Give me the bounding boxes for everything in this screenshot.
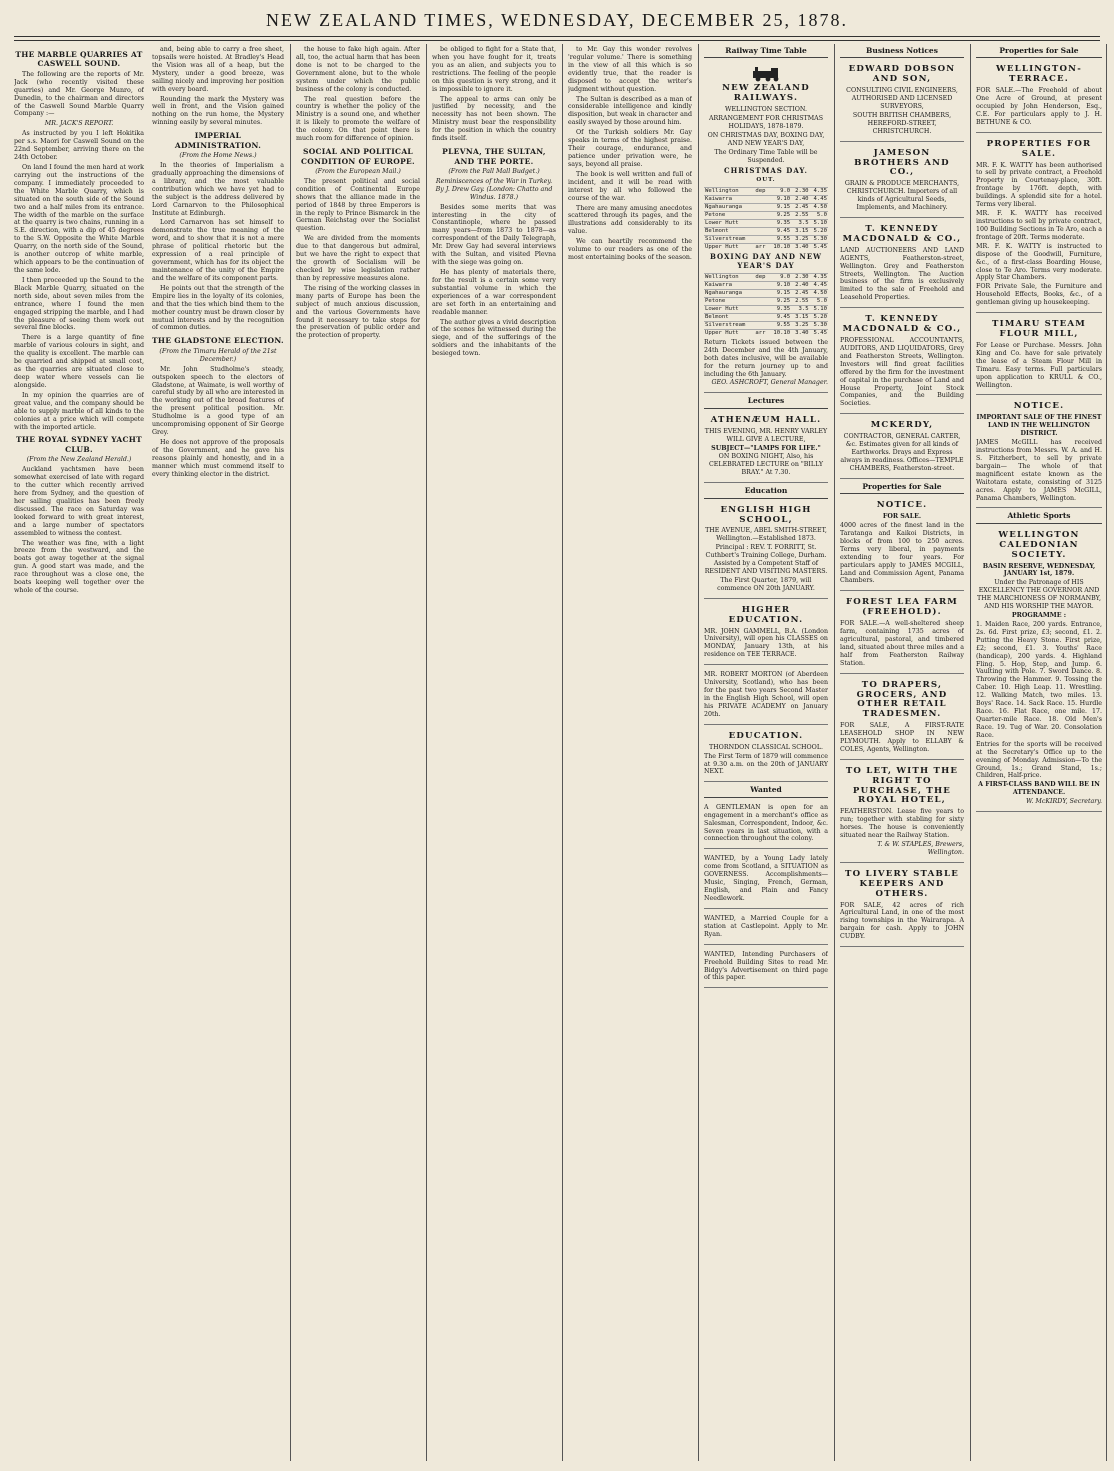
station-name: Silverstream: [704, 235, 754, 243]
article-paragraph: He has plenty of materials there, for the result is a certain some very substantial volume in which the experiences of a war correspondent are set forth in an entertaining and readable manner.: [432, 269, 556, 316]
train-time: 5.30: [810, 235, 828, 243]
ad-title: NOTICE.: [876, 500, 928, 511]
ad-timaru-mill: [976, 316, 1102, 395]
section-head-railway: Railway Time Table: [704, 46, 828, 58]
train-time: 9.0: [769, 273, 791, 281]
ad-text: SUBJECT—"LAMPS FOR LIFE.": [711, 444, 821, 452]
train-time: 4.35: [810, 273, 828, 281]
ad-wanted: [704, 852, 828, 909]
article-paragraph: The author gives a vivid description of the scenes he witnessed during the siege, and of the sufferings of the soldiers and the inhabitants of the besieged town.: [432, 318, 556, 358]
ad-text: THIS EVENING, MR. HENRY VARLEY WILL GIVE A LECTURE,: [704, 427, 828, 443]
ad-text: Principal : REV. T. FORRITT, St. Cuthbert's Training College, Durham. Assisted by a Competent Staff of RESIDENT AND VISITING MASTERS.: [704, 544, 828, 576]
ad-athenaeum: [704, 412, 828, 483]
timetable-caption: CHRISTMAS DAY.: [724, 165, 808, 175]
ad-wellington-terrace: [976, 61, 1102, 132]
article-paragraph: As instructed by you I left Hokitika per s.s. Maori for Caswell Sound on the 22nd September, arriving there on the 24th October.: [14, 130, 144, 162]
article-paragraph: In the theories of Imperialism a gradually approaching the dimensions of a library, and the most valuable contribution which we have yet had to the subject is the address delivered by Lord Carnarvon to the Philosophical Institute at Edinburgh.: [152, 162, 284, 217]
train-time: 3.15: [791, 227, 809, 235]
column-8: [976, 46, 1102, 1461]
article-paragraph: The Sultan is described as a man of considerable intelligence and kindly disposition, but weak in character and easily swayed by those around him.: [568, 95, 692, 127]
ad-wanted: [704, 948, 828, 989]
arr-dep: [754, 235, 768, 243]
section-head-education: Education: [704, 486, 828, 498]
train-time: 5.0: [810, 297, 828, 305]
arr-dep: [754, 281, 768, 289]
article-paragraph: be obliged to fight for a State that, when you have fought for it, treats you as an alien, and subjects you to restrictions. The feeling of the people on this question is very strong, and it is impossible to ignore it.: [432, 46, 556, 93]
arr-dep: [754, 313, 768, 321]
article-paragraph: In my opinion the quarries are of great value, and the company should be able to supply marble of all kinds to the colonies at a price which will compete with the imported article.: [14, 391, 144, 431]
ad-notice-for-sale: [840, 497, 964, 591]
station-name: Kaiwarra: [704, 195, 754, 203]
train-time: 10.10: [769, 329, 791, 337]
masthead: NEW ZEALAND TIMES, WEDNESDAY, DECEMBER 25, 1878.: [265, 10, 848, 30]
ad-programme-label: PROGRAMME :: [1011, 612, 1067, 620]
ad-text: FOR SALE, A FIRST-RATE LEASEHOLD SHOP IN NEW PLYMOUTH. Apply to ELLABY & COLES, Agents, Wellington.: [840, 722, 964, 753]
timetable-caption: BOXING DAY AND NEW YEAR'S DAY: [709, 251, 823, 270]
train-time: 2.30: [791, 273, 809, 281]
book-citation: Reminiscences of the War in Turkey. By J. Drew Gay. (London: Chatto and Windus. 1878.): [435, 177, 553, 201]
article-heading: PLEVNA, THE SULTAN, AND THE PORTE.: [442, 147, 546, 166]
ad-text: MR. ROBERT MORTON (of Aberdeen University, Scotland), who has been for the past two years Second Master in the English High School, will open his PRIVATE ACADEMY on January 20th.: [704, 671, 828, 718]
ad-text: Entries for the sports will be received at the Secretary's Office up to the evening of Monday. Admission—To the Ground, 1s.; Grand Stand, 1s.; Children, Half-price.: [976, 740, 1102, 780]
train-time: 4.50: [810, 289, 828, 297]
ad-forest-lea: [840, 594, 964, 673]
train-time: 5.10: [810, 219, 828, 227]
station-name: Silverstream: [704, 321, 754, 329]
arr-dep: arr: [754, 329, 768, 337]
ad-text: GRAIN & PRODUCE MERCHANTS, CHRISTCHURCH. Importers of all kinds of Agricultural Seeds, Implements, and Machinery.: [844, 180, 960, 212]
ad-text: CONTRACTOR, GENERAL CARTER, &c. Estimates given for all kinds of Earthworks. Drays and Express always in readiness. Offices—TEMPLE CHAMBERS, Featherston-street.: [840, 433, 964, 472]
ad-title: TO LIVERY STABLE KEEPERS AND OTHERS.: [844, 868, 959, 899]
column-3: [296, 46, 420, 1461]
station-name: Kaiwarra: [704, 281, 754, 289]
station-name: Wellington: [704, 273, 754, 281]
ad-text: MR. JOHN GAMMELL, B.A. (London University), will open his CLASSES on MONDAY, January 13th, at his residence on TEE TERRACE.: [704, 627, 828, 659]
masthead-rule-top: [14, 36, 1100, 37]
section-head-properties: Properties for Sale: [976, 46, 1102, 58]
column-divider: [426, 44, 427, 1461]
section-head-lectures: Lectures: [704, 396, 828, 408]
column-divider: [970, 44, 971, 1461]
column-6: [704, 46, 828, 1461]
station-name: Ngahauranga: [704, 203, 754, 211]
ad-text: ARRANGEMENT FOR CHRISTMAS HOLIDAYS, 1878-1879.: [708, 115, 824, 131]
train-time: 9.15: [769, 203, 791, 211]
train-time: 2.55: [791, 297, 809, 305]
ad-text: WANTED, a Married Couple for a station at Castlepoint. Apply to Mr. Ryan.: [704, 914, 828, 938]
article-subheading: MR. JACK'S REPORT.: [44, 120, 114, 128]
train-time: 2.45: [791, 289, 809, 297]
timetable-row: [704, 329, 828, 337]
article-paragraph: Besides some merits that was interesting in the city of Constantinople, where he passed many years—from 1873 to 1878—as correspondent of the Daily Telegraph, Mr. Drew Gay had several interviews with the Sultan, and visited Plevna with the siege was going on.: [432, 203, 556, 267]
ad-text: FOR Private Sale, the Furniture and Household Effects, Books, &c., of a gentleman giving up housekeeping.: [976, 283, 1102, 307]
train-time: 2.55: [791, 211, 809, 219]
article-heading: THE GLADSTONE ELECTION.: [152, 336, 284, 346]
timetable-row: [704, 281, 828, 289]
train-time: 2.40: [791, 195, 809, 203]
section-head-business: Business Notices: [840, 46, 964, 58]
column-4: [432, 46, 556, 1461]
ad-morton-academy: [704, 668, 828, 725]
train-time: 9.35: [769, 219, 791, 227]
column-2: [152, 46, 284, 1461]
article-paragraph: The present political and social condition of Continental Europe shows that the alliance made in the period of 1848 by three Emperors is in the reply to Prince Bismarck in the German Reichstag over the Socialist question.: [296, 177, 420, 233]
article-paragraph: Lord Carnarvon has set himself to demonstrate the true meaning of the word, and to show that it is not a mere phrase of political rhetoric but the expression of a real principle of government, which has for its object the maintenance of the unity of the Empire and the welfare of its component parts.: [152, 219, 284, 282]
timetable-direction: OUT.: [756, 177, 776, 184]
station-name: Petone: [704, 297, 754, 305]
ad-drapers: [840, 677, 964, 760]
article-paragraph: He points out that the strength of the Empire lies in the loyalty of its colonies, and that the ties which bind them to the mother country must be drawn closer by mutual interests and by the recognition of common duties.: [152, 284, 284, 332]
ad-royal-hotel: [840, 763, 964, 863]
article-source: (From the Pall Mall Budget.): [448, 167, 540, 175]
train-time: 4.50: [810, 203, 828, 211]
timetable-row: [704, 235, 828, 243]
station-name: Lower Hutt: [704, 219, 754, 227]
timetable-row: [704, 243, 828, 251]
ad-title: JAMESON BROTHERS AND CO.,: [854, 147, 950, 178]
train-time: 9.45: [769, 227, 791, 235]
column-divider: [834, 44, 835, 1461]
ad-subtitle: BASIN RESERVE, WEDNESDAY, JANUARY 1st, 1879.: [982, 562, 1096, 578]
train-icon: [749, 66, 783, 82]
article-heading: THE ROYAL SYDNEY YACHT CLUB.: [15, 435, 143, 454]
arr-dep: [754, 305, 768, 313]
timetable-row: [704, 273, 828, 281]
ad-subtitle: WELLINGTON SECTION.: [724, 106, 808, 114]
station-name: Upper Hutt: [704, 243, 754, 251]
article-heading: THE MARBLE QUARRIES AT CASWELL SOUND.: [15, 50, 143, 69]
train-time: 9.55: [769, 235, 791, 243]
ad-text: A FIRST-CLASS BAND WILL BE IN ATTENDANCE.: [978, 781, 1100, 797]
ad-title: NOTICE.: [1013, 401, 1065, 412]
ad-text: MR. F. K. WATTY has been authorised to sell by private contract, a Freehold Property in Courtenay-place, 30ft. frontage by 176ft. depth, with buildings. A splendid site for a hotel. Terms very liberal.: [976, 161, 1102, 209]
ad-wanted: [704, 912, 828, 945]
section-head-sports: Athletic Sports: [976, 511, 1102, 523]
ad-text: The Ordinary Time Table will be Suspended.: [714, 148, 818, 164]
article-source: (From the European Mail.): [315, 167, 401, 175]
ad-title: TO LET, WITH THE RIGHT TO PURCHASE, THE ROYAL HOTEL,: [845, 765, 959, 806]
ad-title: MCKERDY,: [870, 420, 934, 431]
timetable: [704, 187, 828, 251]
ad-programme: 1. Maiden Race, 200 yards. Entrance, 2s. 6d. First prize, £3; second, £1. 2. Putting the Heavy Stone. First prize, £2; second, £1. 3. Youths' Race (handicap), 200 yards. 4. Highland Fling. 5. Hop, Step, and Jump. 6. Vaulting with Pole. 7. Sword Dance. 8. Throwing the Hammer. 9. Tossing the Caber. 10. High Leap. 11. Wrestling. 12. Walking Match, two miles. 13. Boys' Race. 14. Sack Race. 15. Hurdle Race. 16. Flat Race, one mile. 17. Quarter-mile Race. 18. Old Men's Race. 19. Tug of War. 20. Consolation Race.: [976, 620, 1102, 739]
ad-text: FOR SALE, 42 acres of rich Agricultural Land, in one of the most rising townships in the Wairarapa. A bargain for cash. Apply to JOHN CUDBY.: [840, 901, 964, 941]
ad-text: IMPORTANT SALE OF THE FINEST LAND IN THE WELLINGTON DISTRICT.: [976, 414, 1102, 438]
ad-text: WANTED, Intending Purchasers of Freehold Building Sites to read Mr. Bidgy's Advertisement on third page of this paper.: [704, 950, 828, 982]
train-time: 5.0: [810, 211, 828, 219]
ad-text: FOR SALE.—A well-sheltered sheep farm, containing 1735 acres of agricultural, pastoral, and timbered land, situated about three miles and a half from Featherston Railway Station.: [840, 620, 964, 667]
ad-text: WANTED, by a Young Lady lately come from Scotland, a SITUATION as GOVERNESS. Accomplishments—Music, Singing, French, German, English, and Plain and Fancy Needlework.: [704, 855, 828, 902]
column-divider: [698, 44, 699, 1461]
station-name: Upper Hutt: [704, 329, 754, 337]
ad-thorndon-school: [704, 728, 828, 783]
train-time: 3.25: [791, 235, 809, 243]
timetable-row: [704, 187, 828, 195]
ad-text: MR. F. K. WATTY has received instructions to sell by private contract, 100 Building Sections in Te Aro, each a frontage of 20ft. Terms moderate.: [976, 210, 1102, 241]
column-7: [840, 46, 964, 1461]
article-source: (From the New Zealand Herald.): [26, 456, 132, 464]
ad-title: WELLINGTON-TERRACE.: [995, 64, 1082, 85]
ad-title: NEW ZEALAND RAILWAYS.: [722, 83, 810, 104]
ad-subtitle: THE AVENUE, ABEL SMITH-STREET, Wellington.—Established 1873.: [705, 527, 827, 543]
article-paragraph: to Mr. Gay this wonder revolves 'regular volume.' There is something in the view of all this which is so evidently true, that the reader is disposed to accept the writer's judgment without question.: [568, 46, 692, 93]
ad-text: CONSULTING CIVIL ENGINEERS, AUTHORISED AND LICENSED SURVEYORS,: [846, 87, 958, 111]
ad-text: The First Term of 1879 will commence at 9.30 a.m. on the 20th of JANUARY NEXT.: [704, 752, 828, 776]
ad-signature: W. McKIRDY, Secretary.: [1026, 798, 1102, 806]
article-paragraph: We are divided from the moments due to that dangerous but admiral, but we have the right to expect that the growth of Socialism will be checked by wise legislation rather than by repressive measures alone.: [296, 235, 420, 282]
article-paragraph: There is a large quantity of fine marble of various colours in sight, and the quality is excellent. The marble can be quarried and shipped at small cost, as the quarries are situated close to deep water where vessels can lie alongside.: [14, 334, 144, 389]
arr-dep: [754, 219, 768, 227]
station-name: Belmont: [704, 313, 754, 321]
train-time: 5.10: [810, 305, 828, 313]
ad-title: ATHENÆUM HALL.: [710, 414, 822, 425]
train-time: 9.45: [769, 313, 791, 321]
article-paragraph: Rounding the mark the Mystery was well in front, and the Vision gained nothing on the run home, the Mystery winning easily by several minutes.: [152, 95, 284, 127]
ad-mckerdy: [840, 417, 964, 478]
arr-dep: dep: [754, 273, 768, 281]
train-time: 3.5: [791, 305, 809, 313]
article-paragraph: and, being able to carry a free sheet, topsails were hoisted. At Bradley's Head the Vision was all of a heap, but the Mystery, under a good breeze, was sailing nicely and improving her position with every board.: [152, 46, 284, 93]
ad-signature: T. & W. STAPLES, Brewers, Wellington.: [877, 841, 964, 856]
ad-railways: [704, 61, 828, 393]
arr-dep: dep: [754, 187, 768, 195]
ad-subtitle: THORNDON CLASSICAL SCHOOL.: [708, 743, 824, 751]
article-paragraph: The weather was fine, with a light breeze from the westward, and the boats got away together at the signal gun. A good start was made, and the race throughout was a close one, the boats keeping well together over the whole of the course.: [14, 539, 144, 595]
timetable-row: [704, 289, 828, 297]
train-time: 9.15: [769, 289, 791, 297]
ad-wanted: [704, 801, 828, 850]
timetable-row: [704, 313, 828, 321]
article-paragraph: I then proceeded up the Sound to the Black Marble Quarry, situated on the north side, about seven miles from the entrance, where I found the men engaged stripping the marble, and I had the pleasure of seeing them work out several fine blocks.: [14, 276, 144, 332]
timetable-row: [704, 203, 828, 211]
timetable-row: [704, 297, 828, 305]
station-name: Belmont: [704, 227, 754, 235]
train-time: 10.10: [769, 243, 791, 251]
column-divider: [1106, 44, 1107, 1461]
section-head-wanted: Wanted: [704, 785, 828, 797]
arr-dep: [754, 195, 768, 203]
timetable-row: [704, 219, 828, 227]
ad-title: PROPERTIES FOR SALE.: [986, 138, 1092, 159]
arr-dep: [754, 289, 768, 297]
ad-macdonald-land: [840, 221, 964, 308]
article-source: (From the Timaru Herald of the 21st December.): [159, 347, 277, 363]
train-time: 3.25: [791, 321, 809, 329]
article-paragraph: the house to fake high again. After all, too, the actual harm that has been done is not to be charged to the Government alone, but to the whole system under which the public business of the colony is conducted.: [296, 46, 420, 93]
timetable-row: [704, 211, 828, 219]
ad-high-school: [704, 502, 828, 599]
article-paragraph: The rising of the working classes in many parts of Europe has been the subject of much anxious discussion, and the various Governments have found it necessary to take steps for the preservation of public order and the protection of property.: [296, 284, 420, 340]
ad-title: TIMARU STEAM FLOUR MILL,: [992, 319, 1086, 340]
ad-text: The First Quarter, 1879, will commence ON 20th JANUARY.: [717, 576, 815, 592]
train-time: 9.55: [769, 321, 791, 329]
article-paragraph: On land I found the men hard at work carrying out the instructions of the company. I immediately proceeded to the White Marble Quarry, which is situated on the south side of the Sound two and a half miles from its entrance. The width of the marble on the surface at the quarry is two chains, running in a S.E. direction, with a dip of 45 degrees to the S.W. Opposite the White Marble Quarry, on the north side of the Sound, is another outcrop of white marble, which appears to be the continuation of the same lode.: [14, 164, 144, 274]
ad-text: PROFESSIONAL ACCOUNTANTS, AUDITORS, AND LIQUIDATORS, Grey and Featherston Streets, Wellington. Investors will find great facilities offered by the firm for the investment of capital in the purchase of Land and House Property, Joint Stock Companies, and the Building Societies.: [840, 336, 964, 408]
ad-text: For Lease or Purchase. Messrs. John King and Co. have for sale privately the lease of a Steam Flour Mill in Timaru. Easy terms. Full particulars upon application to KRULL & CO., Wellington.: [976, 341, 1102, 389]
ad-text: ON CHRISTMAS DAY, BOXING DAY, AND NEW YEAR'S DAY,: [707, 131, 825, 147]
ad-title: WELLINGTON CALEDONIAN SOCIETY.: [998, 529, 1080, 560]
article-paragraph: He does not approve of the proposals of the Government, and he gave his reasons plainly and honestly, and in a manner which must commend itself to every thinking elector in the district.: [152, 438, 284, 478]
timetable-row: [704, 227, 828, 235]
article-paragraph: We can heartily recommend the volume to our readers as one of the most entertaining books of the season.: [568, 238, 692, 262]
ad-title: ENGLISH HIGH SCHOOL,: [720, 504, 812, 525]
ad-text: Under the Patronage of HIS EXCELLENCY THE GOVERNOR AND THE MARCHIONESS OF NORMANBY, AND HIS WORSHIP THE MAYOR.: [977, 579, 1101, 611]
ad-text: MR. F. K. WATTY is instructed to dispose of the Goodwill, Furniture, &c., of a first-class Boarding House, close to Te Aro. Terms very moderate. Apply Star Chambers.: [976, 242, 1102, 282]
timetable: [704, 273, 828, 337]
train-time: 4.45: [810, 195, 828, 203]
article-paragraph: Mr. John Studholme's steady, outspoken speech to the electors of Gladstone, at Waimate, is well worthy of careful study by all who are interested in the working out of the broad features of the present political position. Mr. Studholme is a good type of an uncompromising opponent of Sir George Grey.: [152, 365, 284, 437]
ad-higher-education: [704, 602, 828, 665]
ad-notice-land-sale: [976, 398, 1102, 508]
ad-title: T. KENNEDY MACDONALD & CO.,: [842, 314, 962, 335]
train-time: 2.40: [791, 281, 809, 289]
ad-text: Return Tickets issued between the 24th December and the 4th January, both dates inclusive, will be available for the return journey up to and including the 6th January.: [704, 338, 828, 378]
station-name: Ngahauranga: [704, 289, 754, 297]
train-time: 3.40: [791, 243, 809, 251]
train-time: 9.25: [769, 297, 791, 305]
train-time: 5.45: [810, 329, 828, 337]
ad-text: FOR SALE.—The Freehold of about One Acre of Ground, at present occupied by John Henderson, Esq., C.E. For particulars apply to J. H. BETHUNE & CO.: [976, 87, 1102, 126]
train-time: 4.45: [810, 281, 828, 289]
station-name: Lower Hutt: [704, 305, 754, 313]
column-5: [568, 46, 692, 1461]
ad-dobson: [840, 61, 964, 141]
train-time: 2.30: [791, 187, 809, 195]
train-time: 9.10: [769, 195, 791, 203]
arr-dep: [754, 297, 768, 305]
column-1: [14, 46, 144, 1461]
arr-dep: [754, 321, 768, 329]
timetable-row: [704, 305, 828, 313]
train-time: 9.0: [769, 187, 791, 195]
arr-dep: [754, 211, 768, 219]
arr-dep: arr: [754, 243, 768, 251]
train-time: 5.20: [810, 227, 828, 235]
ad-text: JAMES McGILL has received instructions from Messrs. W. A. and H. S. Fitzherbert, to sell by private bargain— The whole of that magnificent estate known as the Waitotara estate, consisting of 3125 acres. Apply to JAMES McGILL, Panama Chambers, Wellington.: [976, 439, 1102, 502]
ad-text: LAND AUCTIONEERS AND LAND AGENTS, Featherston-street, Wellington. Grey and Featherston Streets, Wellington. The Auction business of the firm is exclusively limited to the sale of Freehold and Leasehold Properties.: [840, 246, 964, 302]
train-time: 5.45: [810, 243, 828, 251]
column-divider: [562, 44, 563, 1461]
article-paragraph: There are many amusing anecdotes scattered through its pages, and the illustrations add considerably to its value.: [568, 204, 692, 236]
ad-title: TO DRAPERS, GROCERS, AND OTHER RETAIL TRADESMEN.: [856, 679, 948, 720]
train-time: 9.25: [769, 211, 791, 219]
article-paragraph: Of the Turkish soldiers Mr. Gay speaks in terms of the highest praise. Their courage, endurance, and patience under privation were, he says, beyond all praise.: [568, 129, 692, 168]
article-heading: SOCIAL AND POLITICAL CONDITION OF EUROPE.: [301, 147, 415, 166]
article-paragraph: The real question before the country is whether the policy of the Ministry is a sound one, and whether it is likely to promote the welfare of the colony. On that point there is much room for difference of opinion.: [296, 95, 420, 143]
train-time: 9.35: [769, 305, 791, 313]
ad-text: 4000 acres of the finest land in the Taratanga and Kaikoi Districts, in blocks of from 100 to 250 acres. Terms very liberal, in payments extending to four years. For particulars apply to JAMES MCGILL, Land and Commission Agent, Panama Chambers.: [840, 522, 964, 585]
timetable-row: [704, 321, 828, 329]
masthead-rule-bottom: [14, 40, 1100, 41]
ad-text: A GENTLEMAN is open for an engagement in a merchant's office as Salesman, Correspondent, Indoor, &c. Seven years in last situation, with a connection throughout the colony.: [704, 803, 828, 843]
ad-text: ON BOXING NIGHT, Also, his CELEBRATED LECTURE on "BILLY BRAY." At 7.30.: [708, 453, 824, 477]
article-paragraph: Auckland yachtsmen have been somewhat exercised of late with regard to the cutter which recently arrived here from Sydney, and the question of her sailing qualities has been freely discussed. The race on Saturday was looked forward to with great interest, and a large number of spectators assembled to witness the contest.: [14, 466, 144, 537]
ad-title: EDWARD DOBSON AND SON,: [848, 64, 956, 85]
ad-signature: GEO. ASHCROFT, General Manager.: [711, 379, 828, 387]
article-paragraph: The book is well written and full of incident, and it will be read with interest by all who followed the course of the war.: [568, 170, 692, 202]
column-divider: [290, 44, 291, 1461]
ad-subtitle: FOR SALE.: [882, 513, 922, 521]
ad-title: EDUCATION.: [728, 730, 804, 741]
ad-title: T. KENNEDY MACDONALD & CO.,: [842, 224, 962, 244]
ad-jameson: [840, 145, 964, 218]
train-time: 5.20: [810, 313, 828, 321]
train-time: 5.30: [810, 321, 828, 329]
train-time: 4.35: [810, 187, 828, 195]
ad-title: HIGHER EDUCATION.: [728, 604, 804, 625]
timetable-row: [704, 195, 828, 203]
arr-dep: [754, 203, 768, 211]
train-time: 3.5: [791, 219, 809, 227]
article-paragraph: The appeal to arms can only be justified by necessity, and the necessity has not been shown. The Ministry must bear the responsibility for the position in which the country finds itself.: [432, 95, 556, 143]
ad-livery-stable: [840, 866, 964, 947]
article-heading: IMPERIAL ADMINISTRATION.: [174, 131, 262, 150]
train-time: 2.45: [791, 203, 809, 211]
ad-properties-watty: [976, 136, 1102, 313]
article-source: (From the Home News.): [179, 152, 257, 160]
train-time: 3.40: [791, 329, 809, 337]
station-name: Petone: [704, 211, 754, 219]
ad-title: FOREST LEA FARM (FREEHOLD).: [845, 597, 959, 618]
arr-dep: [754, 227, 768, 235]
station-name: Wellington: [704, 187, 754, 195]
ad-text: FEATHERSTON. Lease five years to run; together with stabling for sixty horses. The house is conveniently situated near the Railway Station.: [840, 808, 964, 840]
ad-macdonald-accountants: [840, 311, 964, 414]
train-time: 9.10: [769, 281, 791, 289]
ad-caledonian-society: [976, 527, 1102, 812]
train-time: 3.15: [791, 313, 809, 321]
article-paragraph: The following are the reports of Mr. Jack (who recently visited these quarries) and Mr. George Munro, of Dunedin, to the chairman and directors of the Caswell Sound Marble Quarry Company :—: [14, 70, 144, 118]
section-head-properties: Properties for Sale: [840, 482, 964, 494]
ad-text: SOUTH BRITISH CHAMBERS, HEREFORD-STREET, CHRISTCHURCH.: [852, 111, 952, 135]
